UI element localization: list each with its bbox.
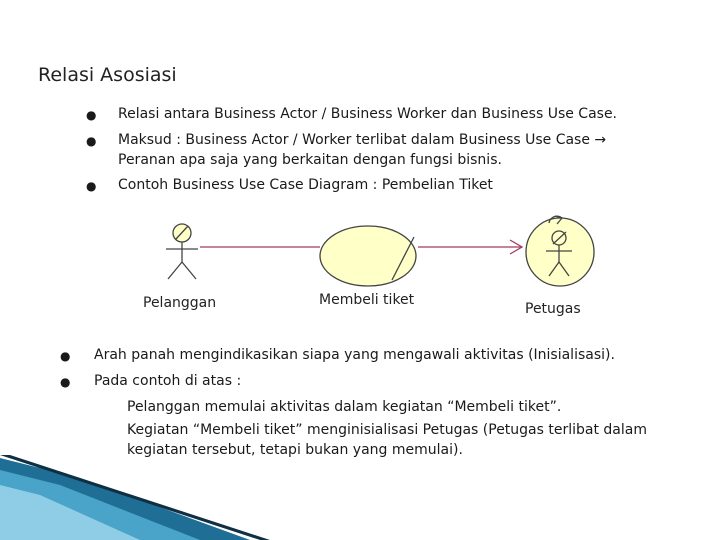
bullet-text: Maksud : Business Actor / Worker terlibat dalam Business Use Case → Peranan apa saja yang berkaitan dengan fungsi bisnis. bbox=[118, 132, 607, 168]
actor-label-worker: Petugas bbox=[525, 301, 581, 317]
bullet-item bbox=[60, 345, 700, 366]
business-worker-figure bbox=[526, 216, 594, 286]
bullet-dot-icon: ● bbox=[60, 349, 71, 363]
bullet-text: Pada contoh di atas : bbox=[94, 373, 242, 389]
bullet-text: Relasi antara Business Actor / Business Worker dan Business Use Case. bbox=[118, 106, 618, 122]
bullet-text: Contoh Business Use Case Diagram : Pembelian Tiket bbox=[118, 177, 493, 193]
actor-label-customer: Pelanggan bbox=[143, 295, 217, 311]
bullet-dot-icon: ● bbox=[86, 108, 97, 122]
bullet-dot-icon: ● bbox=[86, 134, 97, 148]
bullet-dot-icon: ● bbox=[60, 375, 71, 389]
bullet-dot-icon: ● bbox=[86, 179, 97, 193]
bottom-bullet-list bbox=[60, 345, 700, 460]
decorative-swoosh bbox=[0, 455, 270, 540]
bullet-text: Arah panah mengindikasikan siapa yang mengawali aktivitas (Inisialisasi). bbox=[94, 347, 615, 363]
slide-title: Relasi Asosiasi bbox=[38, 64, 177, 86]
sub-item-text: Kegiatan “Membeli tiket” menginisialisasi Petugas (Petugas terlibat dalam kegiatan tersebut, tetapi bukan yang memulai). bbox=[127, 422, 647, 458]
bullet-item bbox=[60, 371, 700, 392]
business-actor-figure bbox=[166, 224, 198, 279]
sub-item-text: Pelanggan memulai aktivitas dalam kegiatan “Membeli tiket”. bbox=[127, 399, 562, 415]
business-use-case-shape bbox=[320, 226, 416, 286]
use-case-label: Membeli tiket bbox=[319, 292, 415, 308]
